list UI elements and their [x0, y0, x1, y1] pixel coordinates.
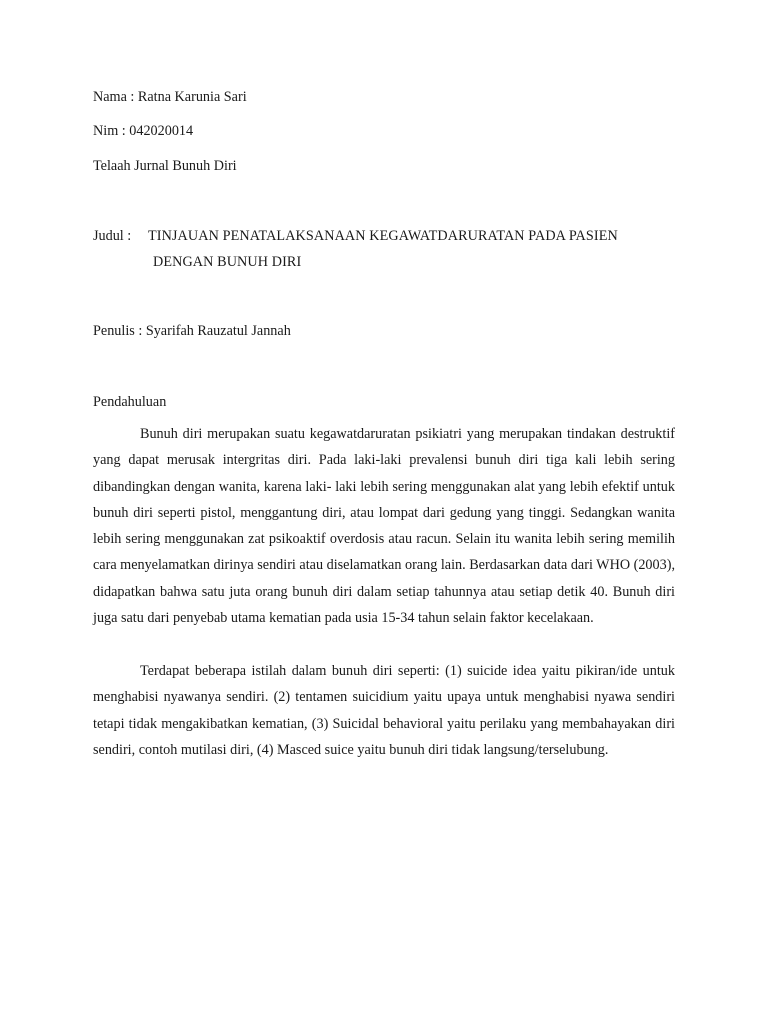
student-nim: Nim : 042020014	[93, 123, 194, 139]
assignment-title: Telaah Jurnal Bunuh Diri	[93, 158, 237, 174]
judul-label: Judul :	[93, 228, 132, 244]
journal-title-line-2: DENGAN BUNUH DIRI	[153, 254, 302, 270]
paragraph-1: Bunuh diri merupakan suatu kegawatdaruratan psikiatri yang merupakan tindakan destruktif yang dapat merusak intergritas diri. Pada laki-laki prevalensi bunuh diri tiga kali lebih sering dibandingkan dengan wanita, karena laki- laki lebih sering menggunakan alat yang lebih efektif untuk bunuh diri seperti pistol, menggantung diri, atau lompat dari gedung yang tinggi. Sedangkan wanita lebih sering menggunakan zat psikoaktif overdosis atau racun. Selain itu wanita lebih sering memilih cara menyelamatkan dirinya sendiri atau diselamatkan orang lain. Berdasarkan data dari WHO (2003), didapatkan bahwa satu juta orang bunuh diri dalam setiap tahunnya atau setiap detik 40. Bunuh diri juga satu dari penyebab utama kematian pada usia 15-34 tahun selain faktor kecelakaan.	[93, 426, 675, 627]
author: Penulis : Syarifah Rauzatul Jannah	[93, 323, 291, 339]
journal-title-line-1: TINJAUAN PENATALAKSANAAN KEGAWATDARURATAN PADA PASIEN	[148, 228, 618, 244]
student-name: Nama : Ratna Karunia Sari	[93, 89, 247, 105]
paragraph-2: Terdapat beberapa istilah dalam bunuh diri seperti: (1) suicide idea yaitu pikiran/ide untuk menghabisi nyawanya sendiri. (2) tentamen suicidium yaitu upaya untuk menghabisi nyawa sendiri tetapi tidak mengakibatkan kematian, (3) Suicidal behavioral yaitu perilaku yang membahayakan diri sendiri, contoh mutilasi diri, (4) Masced suice yaitu bunuh diri tidak langsung/terselubung.	[93, 663, 675, 758]
section-heading: Pendahuluan	[93, 394, 167, 410]
journal-title	[148, 227, 676, 271]
